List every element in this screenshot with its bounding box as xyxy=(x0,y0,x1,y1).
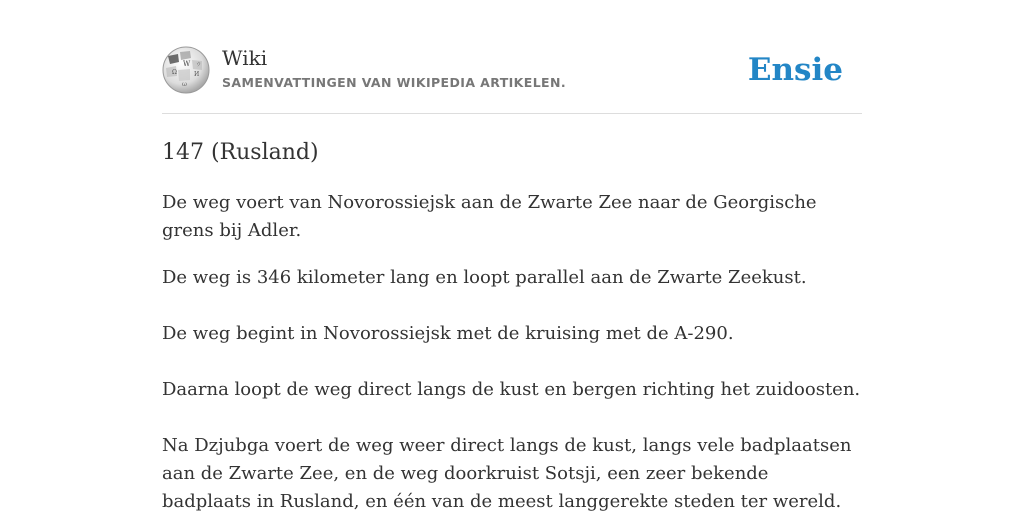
svg-text:ウ: ウ xyxy=(196,62,202,68)
article xyxy=(162,139,862,512)
site-tagline: SAMENVATTINGEN VAN WIKIPEDIA ARTIKELEN. xyxy=(222,75,567,90)
page xyxy=(162,0,862,512)
article-title: 147 (Rusland) xyxy=(162,140,319,165)
article-paragraph: Na Dzjubga voert de weg weer direct langs de kust, langs vele badplaatsen aan de Zwarte Zee, en de weg doorkruist Sotsji, een zeer bekende badplaats in Rusland, en één van de meest langgerekte steden ter wereld. xyxy=(162,435,852,512)
svg-text:Ω: Ω xyxy=(172,69,177,76)
article-body xyxy=(162,189,862,512)
article-paragraph: De weg voert van Novorossiejsk aan de Zwarte Zee naar de Georgische grens bij Adler. xyxy=(162,192,817,241)
ensie-link[interactable]: Ensie xyxy=(747,52,843,88)
svg-text:W: W xyxy=(183,60,191,68)
site-title[interactable]: Wiki xyxy=(222,46,268,70)
article-paragraph: De weg is 346 kilometer lang en loopt parallel aan de Zwarte Zeekust. xyxy=(162,267,807,288)
svg-text:И: И xyxy=(194,71,200,78)
article-paragraph: De weg begint in Novorossiejsk met de kruising met de A-290. xyxy=(162,323,734,344)
site-header xyxy=(162,46,862,114)
svg-text:ω: ω xyxy=(182,81,187,88)
wikipedia-globe-icon[interactable] xyxy=(162,46,210,94)
article-paragraph: Daarna loopt de weg direct langs de kust en bergen richting het zuidoosten. xyxy=(162,379,861,400)
